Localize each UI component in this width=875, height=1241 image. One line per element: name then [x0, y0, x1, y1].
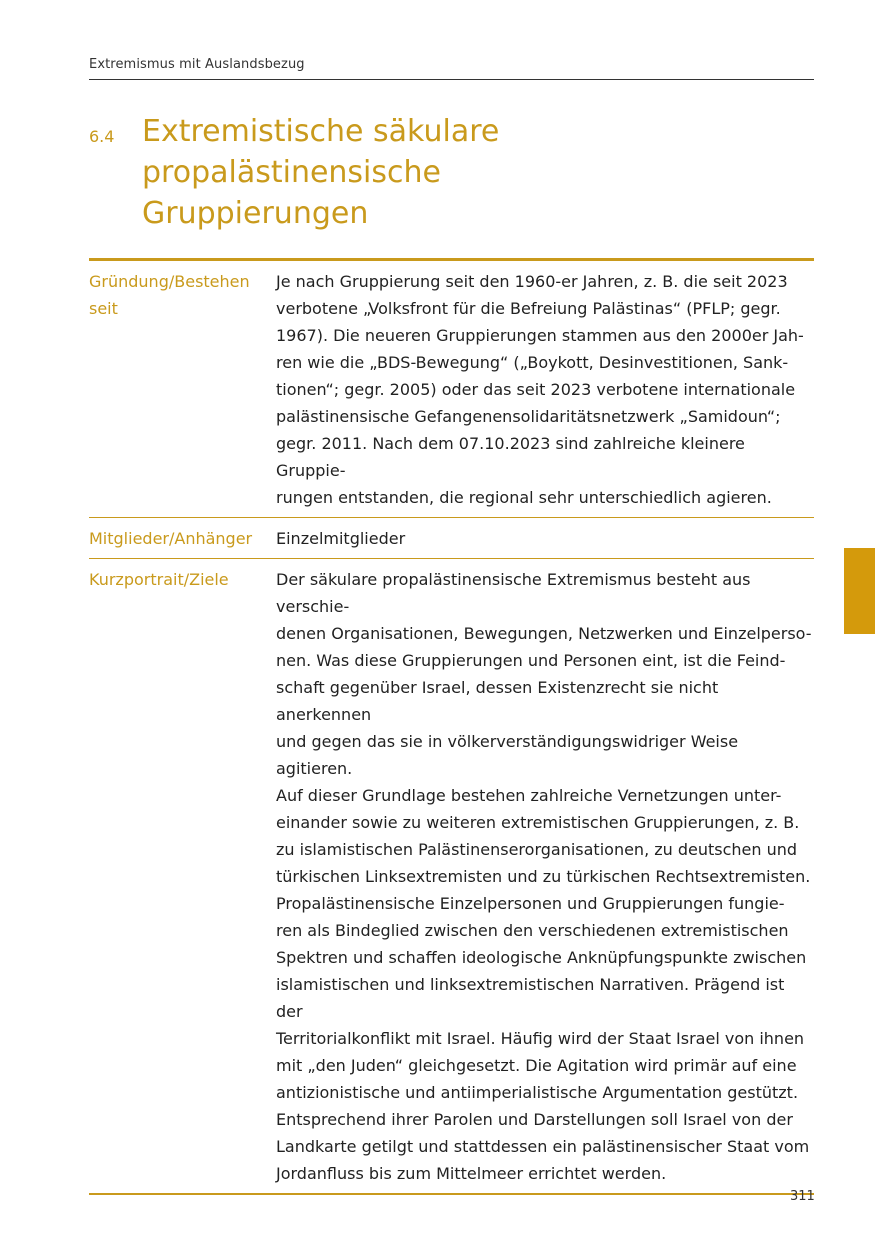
- row-label-portrait: [89, 559, 276, 1193]
- label-line: seit: [89, 299, 118, 318]
- row-label-members: [89, 518, 276, 558]
- value-line: Der säkulare propalästinensische Extremismus besteht aus verschie-: [276, 570, 751, 616]
- section-title-line: Gruppierungen: [142, 196, 369, 231]
- section-title-line: propalästinensische: [142, 155, 441, 190]
- value-line: antizionistische und antiimperialistische Argumentation gestützt.: [276, 1083, 799, 1102]
- value-line: denen Organisationen, Bewegungen, Netzwerken und Einzelperso-: [276, 624, 812, 643]
- value-line: Propalästinensische Einzelpersonen und Gruppierungen fungie-: [276, 894, 785, 913]
- value-line: schaft gegenüber Israel, dessen Existenzrecht sie nicht anerkennen: [276, 678, 719, 724]
- value-line: islamistischen und linksextremistischen Narrativen. Prägend ist der: [276, 975, 785, 1021]
- value-line: rungen entstanden, die regional sehr unterschiedlich agieren.: [276, 488, 772, 507]
- section-title-line: Extremistische säkulare: [142, 114, 500, 149]
- value-line: und gegen das sie in völkerverständigungswidriger Weise agitieren.: [276, 732, 739, 778]
- table-row-portrait: [89, 559, 814, 1195]
- value-line: Entsprechend ihrer Parolen und Darstellungen soll Israel von der: [276, 1110, 793, 1129]
- row-value-members: [276, 518, 814, 558]
- section-number: 6.4: [89, 127, 115, 146]
- row-value-founding: [276, 261, 814, 517]
- value-line: Jordanfluss bis zum Mittelmeer errichtet werden.: [276, 1164, 667, 1183]
- header-rule: [89, 79, 814, 80]
- table-row-members: [89, 518, 814, 559]
- info-table: [89, 261, 814, 1195]
- value-line: Landkarte getilgt und stattdessen ein palästinensischer Staat vom: [276, 1137, 810, 1156]
- value-line: gegr. 2011. Nach dem 07.10.2023 sind zahlreiche kleinere Gruppie-: [276, 434, 745, 480]
- value-line: nen. Was diese Gruppierungen und Personen eint, ist die Feind-: [276, 651, 786, 670]
- label-line: Kurzportrait/Ziele: [89, 570, 229, 589]
- page-number: 311: [790, 1189, 815, 1204]
- value-line: mit „den Juden“ gleichgesetzt. Die Agitation wird primär auf eine: [276, 1056, 797, 1075]
- value-line: zu islamistischen Palästinenserorganisationen, zu deutschen und: [276, 840, 798, 859]
- value-line: Einzelmitglieder: [276, 529, 406, 548]
- value-line: verbotene „Volksfront für die Befreiung Palästinas“ (PFLP; gegr.: [276, 299, 781, 318]
- section-title: [142, 111, 742, 234]
- value-line: Je nach Gruppierung seit den 1960-er Jahren, z. B. die seit 2023: [276, 272, 788, 291]
- value-line: ren als Bindeglied zwischen den verschiedenen extremistischen: [276, 921, 789, 940]
- table-row-founding: [89, 261, 814, 518]
- value-line: 1967). Die neueren Gruppierungen stammen aus den 2000er Jah-: [276, 326, 804, 345]
- row-label-founding: [89, 261, 276, 517]
- row-value-portrait: [276, 559, 814, 1193]
- value-line: türkischen Linksextremisten und zu türkischen Rechtsextremisten.: [276, 867, 811, 886]
- value-line: Spektren und schaffen ideologische Anknüpfungspunkte zwischen: [276, 948, 807, 967]
- value-line: palästinensische Gefangenensolidaritätsnetzwerk „Samidoun“;: [276, 407, 781, 426]
- value-line: ren wie die „BDS-Bewegung“ („Boykott, Desinvestitionen, Sank-: [276, 353, 789, 372]
- value-line: Territorialkonflikt mit Israel. Häufig wird der Staat Israel von ihnen: [276, 1029, 805, 1048]
- value-line: einander sowie zu weiteren extremistischen Gruppierungen, z. B.: [276, 813, 800, 832]
- chapter-side-tab: [844, 548, 875, 634]
- value-line: Auf dieser Grundlage bestehen zahlreiche Vernetzungen unter-: [276, 786, 782, 805]
- label-line: Mitglieder/Anhänger: [89, 529, 253, 548]
- running-header: Extremismus mit Auslandsbezug: [89, 57, 305, 72]
- label-line: Gründung/Bestehen: [89, 272, 250, 291]
- value-line: tionen“; gegr. 2005) oder das seit 2023 verbotene internationale: [276, 380, 796, 399]
